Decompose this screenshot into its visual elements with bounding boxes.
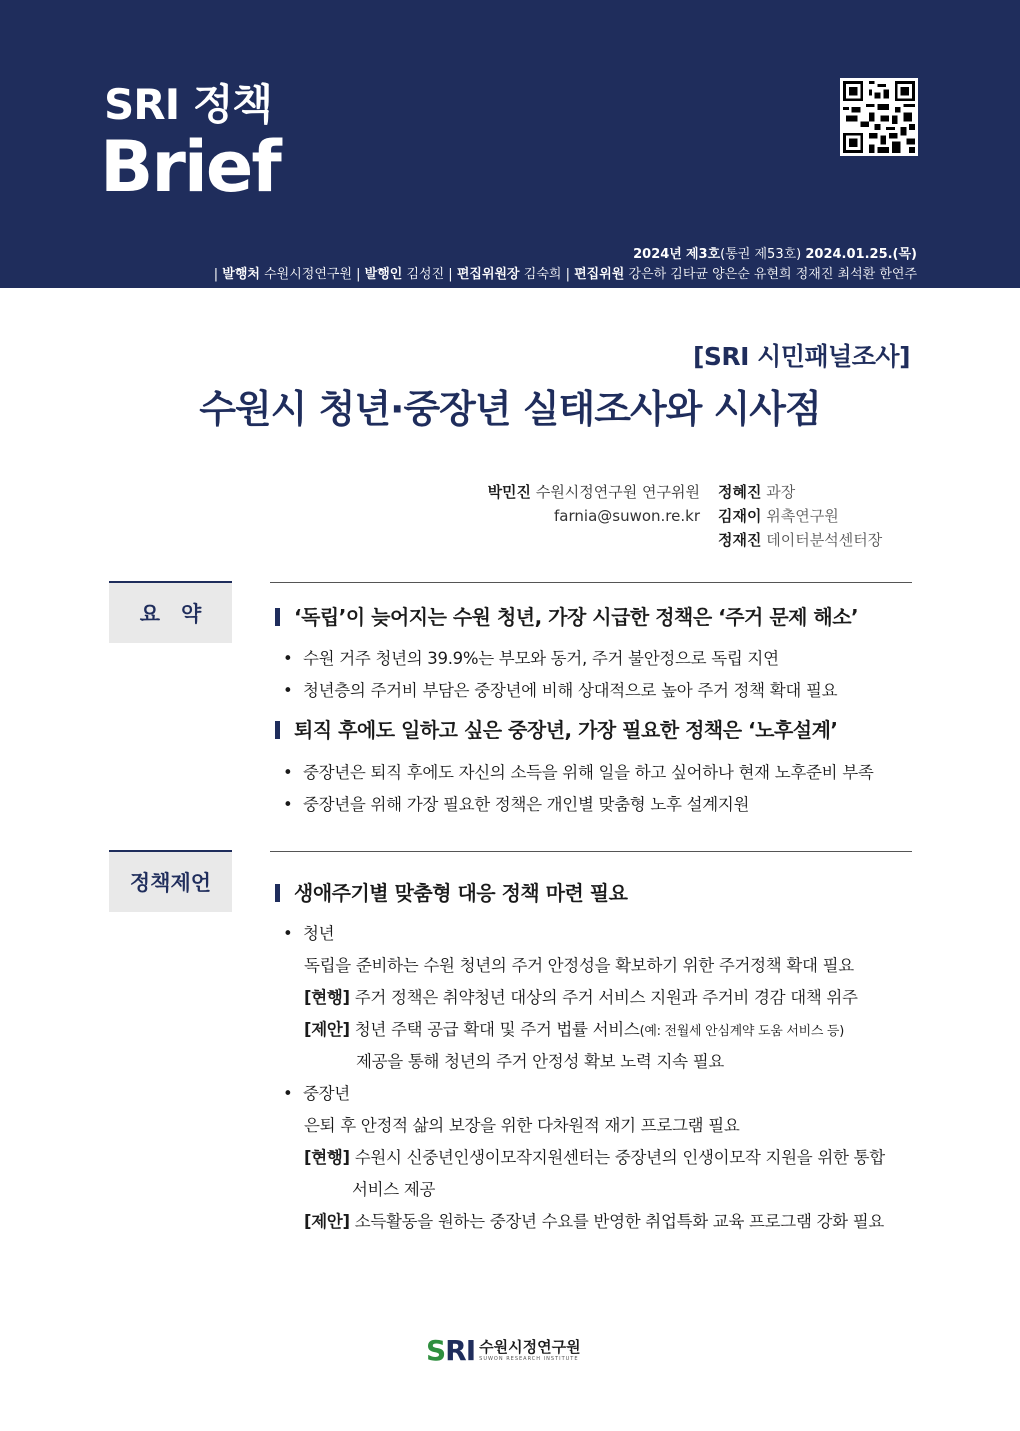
bullet-text: 청년층의 주거비 부담은 중장년에 비해 상대적으로 높아 주거 정책 확대 필요: [303, 681, 838, 700]
youth-proposal-cont: 제공을 통해 청년의 주거 안정성 확보 노력 지속 필요: [356, 1052, 724, 1071]
youth-proposal: [304, 1016, 844, 1040]
co-author-role: 위촉연구원: [766, 507, 839, 525]
staff-info: | 발행처 수원시정연구원 | 발행인 김성진 | 편집위원장 김숙희 | 편집위원 강은하 김타균 양은순 유현희 정재진 최석환 한연주: [213, 267, 917, 282]
middle-summary: 은퇴 후 안정적 삶의 보장을 위한 다차원적 재기 프로그램 필요: [304, 1116, 740, 1135]
issuer-label: 발행인: [364, 267, 403, 282]
co-author-role: 과장: [766, 483, 796, 501]
summary-divider: [270, 582, 912, 583]
lead-author: [488, 480, 700, 528]
summary-label: 요 약: [109, 581, 232, 643]
proposal-divider: [270, 851, 912, 852]
qr-code-icon[interactable]: [840, 78, 918, 156]
issue-date: 2024.01.25.(목): [805, 247, 917, 262]
summary-heading-text: ‘독립’이 늦어지는 수원 청년, 가장 시급한 정책은 ‘주거 문제 해소’: [294, 605, 859, 629]
co-author-name: 정혜진: [718, 483, 762, 501]
proposal-text: 소득활동을 원하는 중장년 수요를 반영한 취업특화 교육 프로그램 강화 필요: [354, 1212, 885, 1231]
proposal-tag: [제안]: [304, 1212, 350, 1231]
co-author-name: 김재이: [718, 507, 762, 525]
current-tag: [현행]: [304, 1148, 350, 1167]
co-author-role: 데이터분석센터장: [766, 531, 883, 549]
editors-label: 편집위원: [574, 267, 625, 282]
lead-author-affil: 수원시정연구원 연구위원: [535, 483, 700, 501]
issue-info: [633, 243, 917, 262]
bullet-text: 중장년을 위해 가장 필요한 정책은 개인별 맞춤형 노후 설계지원: [303, 795, 750, 814]
issuer: 김성진: [406, 267, 445, 282]
sri-logo: [426, 1334, 581, 1367]
co-author-name: 정재진: [718, 531, 762, 549]
publisher-label: 발행처: [222, 267, 260, 282]
issue-total: (통권 제53호): [720, 247, 802, 262]
proposal-note: (예: 전월세 안심계약 도움 서비스 등): [639, 1024, 844, 1039]
middle-current: [304, 1144, 885, 1168]
heading-bar: [275, 608, 280, 626]
header-banner: [0, 0, 1020, 288]
current-text: 수원시 신중년인생이모작지원센터는 중장년의 인생이모작 지원을 위한 통합: [354, 1148, 885, 1167]
middle-title: • 중장년: [283, 1084, 350, 1103]
brand-subtitle: Brief: [100, 126, 280, 208]
youth-title: • 청년: [283, 924, 335, 943]
editors: 강은하 김타균 양은순 유현희 정재진 최석환 한연주: [628, 267, 917, 282]
sri-logo-mark: SRI: [426, 1334, 476, 1367]
page-title: 수원시 청년·중장년 실태조사와 시사점: [199, 387, 821, 431]
summary-bullet: • 청년층의 주거비 부담은 중장년에 비해 상대적으로 높아 주거 정책 확대 필요: [283, 681, 838, 700]
current-text: 주거 정책은 취약청년 대상의 주거 서비스 지원과 주거비 경감 대책 위주: [354, 988, 858, 1007]
heading-bar: [275, 884, 280, 902]
lead-author-name: 박민진: [487, 483, 532, 501]
heading-bar: [275, 721, 280, 739]
brand-title: SRI 정책: [104, 80, 272, 129]
org-name-block: [479, 1340, 580, 1362]
org-name-ko: 수원시정연구원: [479, 1338, 581, 1356]
proposal-tag: [제안]: [304, 1020, 350, 1039]
youth-summary: 독립을 준비하는 수원 청년의 주거 안정성을 확보하기 위한 주거정책 확대 필요: [304, 956, 854, 975]
summary-bullet: • 중장년을 위해 가장 필요한 정책은 개인별 맞춤형 노후 설계지원: [283, 795, 750, 814]
proposal-label: 정책제언: [109, 850, 232, 912]
bullet-text: 중장년은 퇴직 후에도 자신의 소득을 위해 일을 하고 싶어하나 현재 노후준비 부족: [303, 763, 874, 782]
bullet-text: 중장년: [303, 1084, 350, 1103]
middle-current-cont: 서비스 제공: [352, 1180, 436, 1199]
chief-editor-label: 편집위원장: [456, 267, 520, 282]
bullet-text: 수원 거주 청년의 39.9%는 부모와 동거, 주거 불안정으로 독립 지연: [303, 649, 779, 668]
series-title: [SRI 시민패널조사]: [692, 342, 910, 371]
co-authors: [718, 480, 882, 552]
middle-proposal: [304, 1208, 884, 1232]
chief-editor: 김숙희: [523, 267, 562, 282]
proposal-heading-text: 생애주기별 맞춤형 대응 정책 마련 필요: [294, 881, 628, 905]
proposal-text: 청년 주택 공급 확대 및 주거 법률 서비스: [354, 1020, 640, 1039]
bullet-text: 청년: [303, 924, 335, 943]
summary-bullet: • 중장년은 퇴직 후에도 자신의 소득을 위해 일을 하고 싶어하나 현재 노후준비 부족: [283, 763, 874, 782]
issue-year: 2024년: [633, 247, 682, 262]
current-tag: [현행]: [304, 988, 350, 1007]
org-name-en: SUWON RESEARCH INSTITUTE: [479, 1356, 579, 1362]
youth-current: [304, 984, 858, 1008]
summary-heading: [275, 714, 838, 743]
summary-bullet: • 수원 거주 청년의 39.9%는 부모와 동거, 주거 불안정으로 독립 지연: [283, 649, 779, 668]
summary-heading-text: 퇴직 후에도 일하고 싶은 중장년, 가장 필요한 정책은 ‘노후설계’: [294, 718, 838, 742]
proposal-heading: [275, 877, 627, 906]
summary-heading: [275, 601, 858, 630]
publisher: 수원시정연구원: [264, 267, 352, 282]
lead-author-email[interactable]: farnia@suwon.re.kr: [554, 507, 700, 525]
issue-number: 제3호: [686, 247, 721, 262]
